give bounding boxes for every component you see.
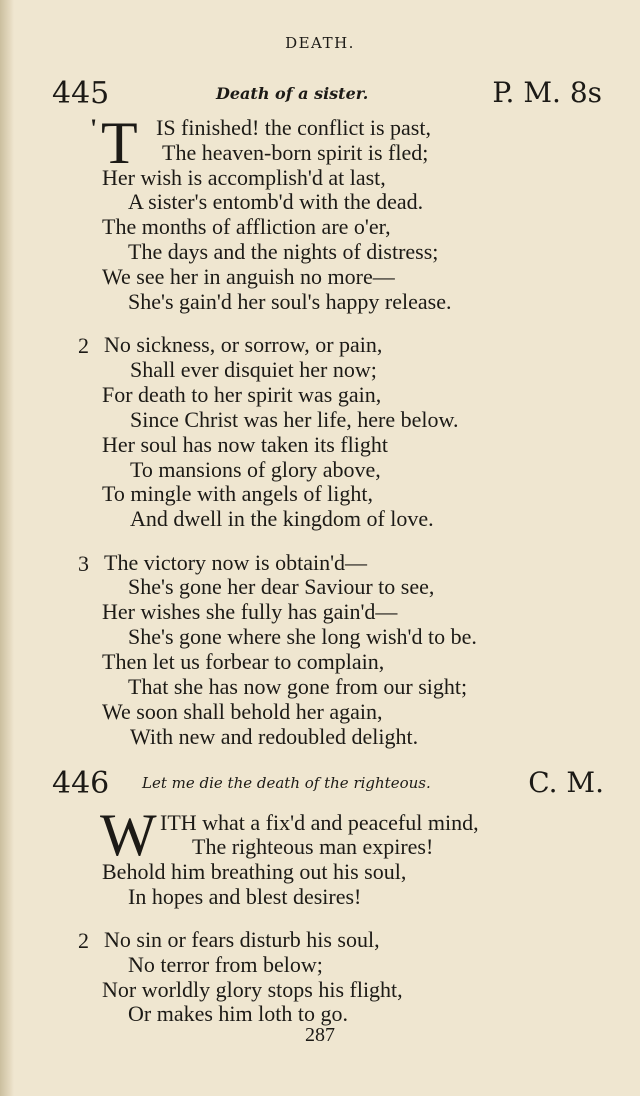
- hymn-number: 446: [52, 766, 110, 801]
- hymn-446-header: [0, 766, 640, 806]
- verse-line: Since Christ was her life, here below.: [130, 407, 459, 432]
- verse-line: The heaven-born spirit is fled;: [162, 140, 429, 165]
- page-binding-edge: [0, 0, 14, 1096]
- verse-line: Shall ever disquiet her now;: [130, 357, 377, 382]
- hymn-meter: P. M. 8s: [492, 76, 602, 109]
- verse-line: No sin or fears disturb his soul,: [104, 927, 380, 952]
- opening-quote: ': [90, 114, 98, 143]
- verse-line: That she has now gone from our sight;: [128, 674, 468, 699]
- verse-line: Nor worldly glory stops his flight,: [102, 977, 403, 1002]
- verse-number: 3: [78, 551, 89, 576]
- verse-line: She's gain'd her soul's happy release.: [128, 289, 452, 314]
- verse-line: Her wish is accomplish'd at last,: [102, 165, 386, 190]
- verse-line: And dwell in the kingdom of love.: [130, 506, 434, 531]
- verse-line: Or makes him loth to go.: [128, 1001, 348, 1026]
- verse-line: To mingle with angels of light,: [102, 481, 373, 506]
- verse-line: Then let us forbear to complain,: [102, 649, 385, 674]
- verse-line: The victory now is obtain'd—: [104, 550, 368, 575]
- verse-line: With new and redoubled delight.: [130, 724, 419, 749]
- verse-line: IS finished! the conflict is past,: [156, 115, 431, 140]
- hymn-445-header: [0, 76, 640, 116]
- verse-line: No terror from below;: [128, 952, 323, 977]
- verse-line: A sister's entomb'd with the dead.: [128, 189, 424, 214]
- drop-cap: W: [100, 802, 157, 868]
- verse-line: Her wishes she fully has gain'd—: [102, 599, 398, 624]
- hymn-title: Let me die the death of the righteous.: [142, 774, 431, 792]
- verse-line: In hopes and blest desires!: [128, 884, 362, 909]
- verse-line: The months of affliction are o'er,: [102, 214, 391, 239]
- hymn-meter: C. M.: [528, 766, 604, 799]
- verse-line: Her soul has now taken its flight: [102, 432, 388, 457]
- verse-line: We see her in anguish no more—: [102, 264, 395, 289]
- hymn-number: 445: [52, 76, 110, 111]
- verse-line: We soon shall behold her again,: [102, 699, 383, 724]
- hymn-title: Death of a sister.: [216, 84, 369, 103]
- running-head: DEATH.: [285, 34, 355, 52]
- verse-line: For death to her spirit was gain,: [102, 382, 382, 407]
- verse-line: She's gone where she long wish'd to be.: [128, 624, 477, 649]
- verse-line: The days and the nights of distress;: [128, 239, 439, 264]
- verse-number: 2: [78, 333, 89, 358]
- verse-line: ITH what a fix'd and peaceful mind,: [160, 810, 479, 835]
- verse-line: The righteous man expires!: [192, 834, 434, 859]
- verse-line: To mansions of glory above,: [130, 457, 381, 482]
- drop-cap: T: [101, 110, 138, 176]
- page-number: 287: [305, 1024, 335, 1046]
- verse-line: Behold him breathing out his soul,: [102, 859, 407, 884]
- verse-number: 2: [78, 928, 89, 953]
- verse-line: No sickness, or sorrow, or pain,: [104, 332, 383, 357]
- verse-line: She's gone her dear Saviour to see,: [128, 574, 435, 599]
